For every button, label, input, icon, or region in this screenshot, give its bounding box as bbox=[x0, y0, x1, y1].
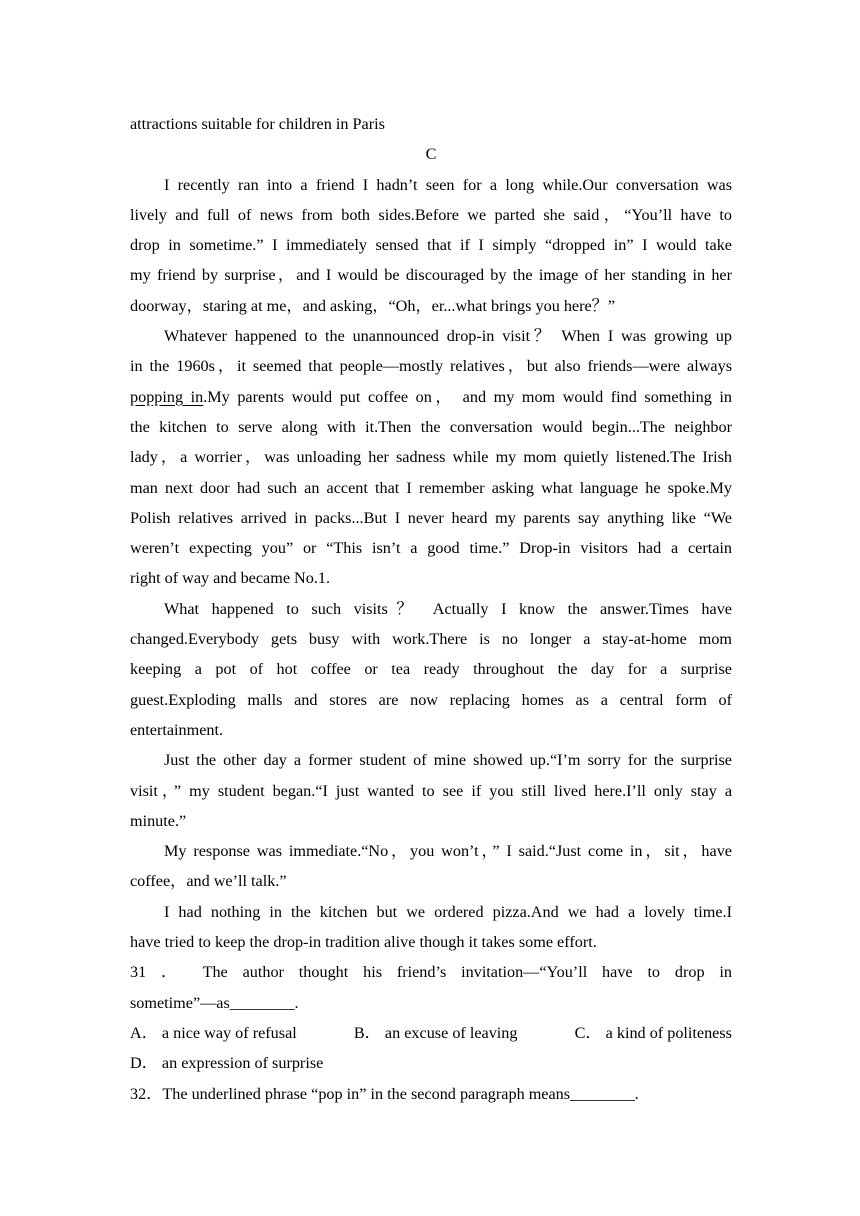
document-page bbox=[130, 109, 732, 1109]
paragraph-line: man next door had such an accent that I remember asking what language he spoke.My bbox=[130, 478, 732, 497]
question-stem-line: 32．The underlined phrase “pop in” in the second paragraph means________. bbox=[130, 1084, 639, 1103]
paragraph-line: My response was immediate.“No，you won’t，” I said.“Just come in，sit，have bbox=[164, 842, 732, 861]
paragraph-line: my friend by surprise，and I would be discouraged by the image of her standing in her bbox=[130, 266, 732, 285]
paragraph-line: I had nothing in the kitchen but we ordered pizza.And we had a lovely time.I bbox=[164, 902, 732, 921]
paragraph-4 bbox=[130, 745, 732, 836]
option-c: C． a kind of politeness bbox=[574, 1023, 732, 1042]
paragraph-line: I recently ran into a friend I hadn’t seen for a long while.Our conversation was bbox=[164, 175, 732, 194]
paragraph-line: weren’t expecting you” or “This isn’t a good time.” Drop-in visitors had a certain bbox=[130, 539, 732, 558]
paragraph-2 bbox=[130, 321, 732, 594]
option-b: B． an excuse of leaving bbox=[353, 1023, 518, 1042]
paragraph-line: doorway，staring at me，and asking，“Oh，er...what brings you here？” bbox=[130, 296, 616, 315]
paragraph-line: lively and full of news from both sides.Before we parted she said，“You’ll have to bbox=[130, 205, 732, 224]
paragraph-line: minute.” bbox=[130, 811, 187, 830]
paragraph-line: right of way and became No.1. bbox=[130, 569, 331, 588]
paragraph-3 bbox=[130, 594, 732, 745]
paragraph-line: Whatever happened to the unannounced drop-in visit？ When I was growing up bbox=[164, 327, 732, 346]
top-line: attractions suitable for children in Paris bbox=[130, 115, 385, 133]
paragraph-line: drop in sometime.” I immediately sensed that if I simply “dropped in” I would take bbox=[130, 236, 732, 255]
option-a: A． a nice way of refusal bbox=[130, 1023, 297, 1042]
paragraph-line: guest.Exploding malls and stores are now replacing homes as a central form of bbox=[130, 690, 732, 709]
paragraph-line: visit，” my student began.“I just wanted to see if you still lived here.I’ll only stay a bbox=[130, 781, 732, 800]
paragraph-1 bbox=[130, 170, 732, 321]
paragraph-line: keeping a pot of hot coffee or tea ready throughout the day for a surprise bbox=[130, 660, 732, 679]
paragraph-line: Polish relatives arrived in packs...But I never heard my parents say anything like “We bbox=[130, 508, 732, 527]
paragraph-line bbox=[130, 382, 732, 412]
paragraph-line: What happened to such visits？ Actually I know the answer.Times have bbox=[164, 599, 732, 618]
paragraph-line: have tried to keep the drop-in tradition alive though it takes some effort. bbox=[130, 933, 597, 952]
paragraph-5 bbox=[130, 836, 732, 897]
question-stem-line: 31 ． The author thought his friend’s invitation—“You’ll have to drop in bbox=[130, 963, 732, 982]
paragraph-line: changed.Everybody gets busy with work.There is no longer a stay-at-home mom bbox=[130, 630, 732, 649]
paragraph-6 bbox=[130, 897, 732, 958]
question-stem-line: sometime”—as________. bbox=[130, 993, 299, 1012]
section-letter: C bbox=[425, 145, 437, 164]
paragraph-line: in the 1960s，it seemed that people—mostly relatives，but also friends—were always bbox=[130, 357, 732, 376]
paragraph-line: entertainment. bbox=[130, 720, 224, 739]
question-32 bbox=[130, 1079, 732, 1109]
question-31 bbox=[130, 957, 732, 1078]
paragraph-line: the kitchen to serve along with it.Then the conversation would begin...The neighbor bbox=[130, 417, 732, 436]
paragraph-line: coffee，and we’ll talk.” bbox=[130, 872, 287, 891]
answer-options-row bbox=[130, 1018, 732, 1048]
line-text: .My parents would put coffee on， and my mom would find something in bbox=[203, 387, 733, 406]
underlined-phrase: popping in bbox=[130, 387, 204, 406]
paragraph-line: Just the other day a former student of mine showed up.“I’m sorry for the surprise bbox=[164, 751, 732, 770]
paragraph-line: lady，a worrier，was unloading her sadness while my mom quietly listened.The Irish bbox=[130, 448, 732, 467]
option-d: D． an expression of surprise bbox=[130, 1054, 324, 1073]
